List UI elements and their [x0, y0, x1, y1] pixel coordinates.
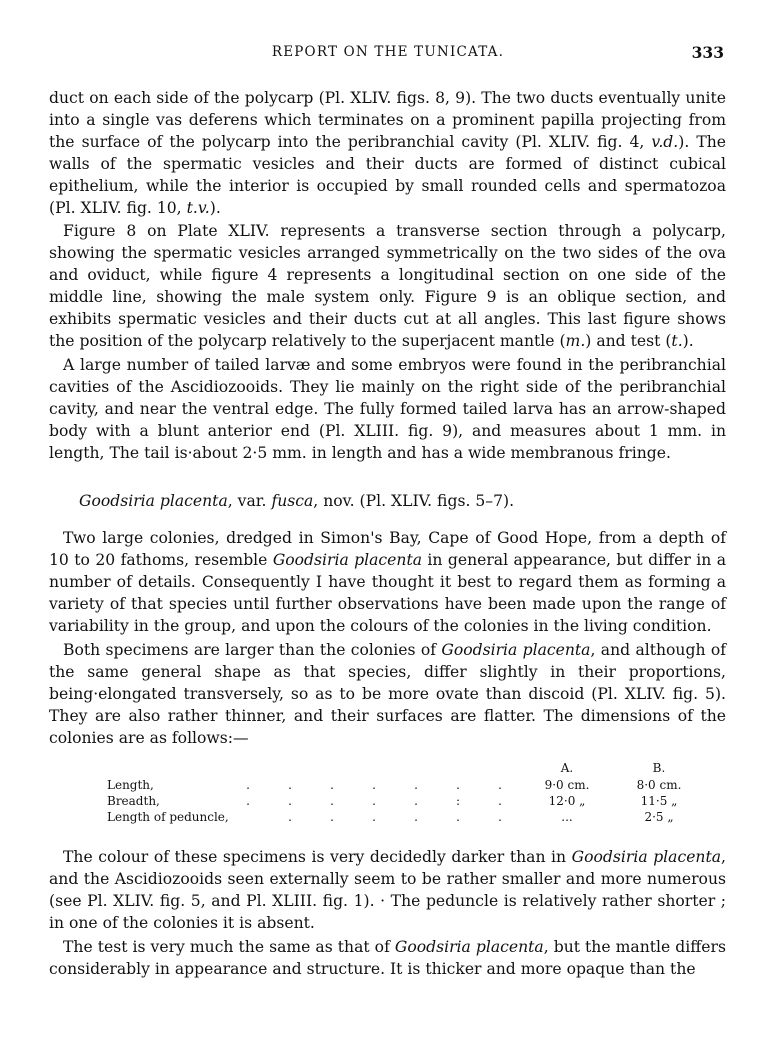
dimensions-header-row [107, 761, 705, 777]
row-label: Length, [107, 778, 154, 793]
running-head [0, 44, 776, 64]
column-header-a: A. [560, 761, 574, 776]
table-row: Length of peduncle, . . . . . . ... 2·5 „ [107, 809, 705, 825]
paragraph-specimens: Both specimens are larger than the colonies of Goodsiria placenta, and although of the same general shape as that species, differ slightly in their proportions, being·elongated transversely, so as to be more ovate than discoid (Pl. XLIV. fig. 5). They are also rather thinner, and their surfaces are flatter. The dimensions of the colonies are as follows:— [49, 640, 726, 747]
value-a: ... [561, 810, 573, 825]
table-row: Breadth, . . . . . : . 12·0 „ 11·5 „ [107, 793, 705, 809]
paragraph-figure-8: Figure 8 on Plate XLIV. represents a transverse section through a polycarp, showing the spermatic vesicles arranged symmetrically on the two sides of the ova and oviduct, while figure 4 represents a longitudinal section on one side of the middle line, showing the male system only. Figure 9 is an oblique section, and exhibits spermatic vesicles and their ducts cut at all angles. This last figure shows the position of the polycarp relatively to the superjacent mantle (m.) and test (t.). [49, 222, 726, 350]
value-b: 8·0 cm. [636, 778, 682, 793]
column-header-b: B. [652, 761, 666, 776]
paragraph-colonies: Two large colonies, dredged in Simon's Bay, Cape of Good Hope, from a depth of 10 to 20 fathoms, resemble Goodsiria placenta in general appearance, but differ in a number of details. Consequently I have thought it best to regard them as forming a variety of that species until further observations have been made upon the range of variability in the group, and upon the colours of the colonies in the living condition. [49, 529, 726, 636]
paragraph-test: The test is very much the same as that of Goodsiria placenta, but the mantle differs considerably in appearance and structure. It is thicker and more opaque than the [49, 938, 726, 978]
value-a: 9·0 cm. [544, 778, 590, 793]
value-a: 12·0 „ [548, 794, 586, 809]
paragraph-continued: duct on each side of the polycarp (Pl. XLIV. figs. 8, 9). The two ducts eventually unite into a single vas deferens which terminates on a prominent papilla projecting from the surface of the polycarp into the peribranchial cavity (Pl. XLIV. fig. 4, v.d.). The walls of the spermatic vesicles and their ducts are formed of distinct cubical epithelium, while the interior is occupied by small rounded cells and spermatozoa (Pl. XLIV. fig. 10, t.v.). [49, 89, 726, 217]
value-b: 11·5 „ [640, 794, 678, 809]
paragraph-larvae: A large number of tailed larvæ and some embryos were found in the peribranchial cavities of the Ascidiozooids. They lie mainly on the right side of the peribranchial cavity, and near the ventral edge. The fully formed tailed larva has an arrow-shaped body with a blunt anterior end (Pl. XLIII. fig. 9), and measures about 1 mm. in length, The tail is·about 2·5 mm. in length and has a wide membranous fringe. [49, 355, 726, 462]
row-label: Length of peduncle, [107, 810, 229, 825]
section-heading: Goodsiria placenta, var. fusca, nov. (Pl. XLIV. figs. 5–7). [79, 492, 515, 511]
page-number: 333 [691, 43, 724, 62]
body-text [49, 88, 726, 981]
paragraph-colour: The colour of these specimens is very decidedly darker than in Goodsiria placenta, and the Ascidiozooids seen externally seem to be rather smaller and more numerous (see Pl. XLIV. fig. 5, and Pl. XLIII. fig. 1). · The peduncle is relatively rather shorter ; in one of the colonies it is absent. [49, 848, 726, 933]
row-label: Breadth, [107, 794, 160, 809]
dimensions-table [107, 761, 705, 825]
value-b: 2·5 „ [644, 810, 674, 825]
table-row: Length, . . . . . . . 9·0 cm. 8·0 cm. [107, 777, 705, 793]
running-head-title: REPORT ON THE TUNICATA. [271, 44, 505, 60]
